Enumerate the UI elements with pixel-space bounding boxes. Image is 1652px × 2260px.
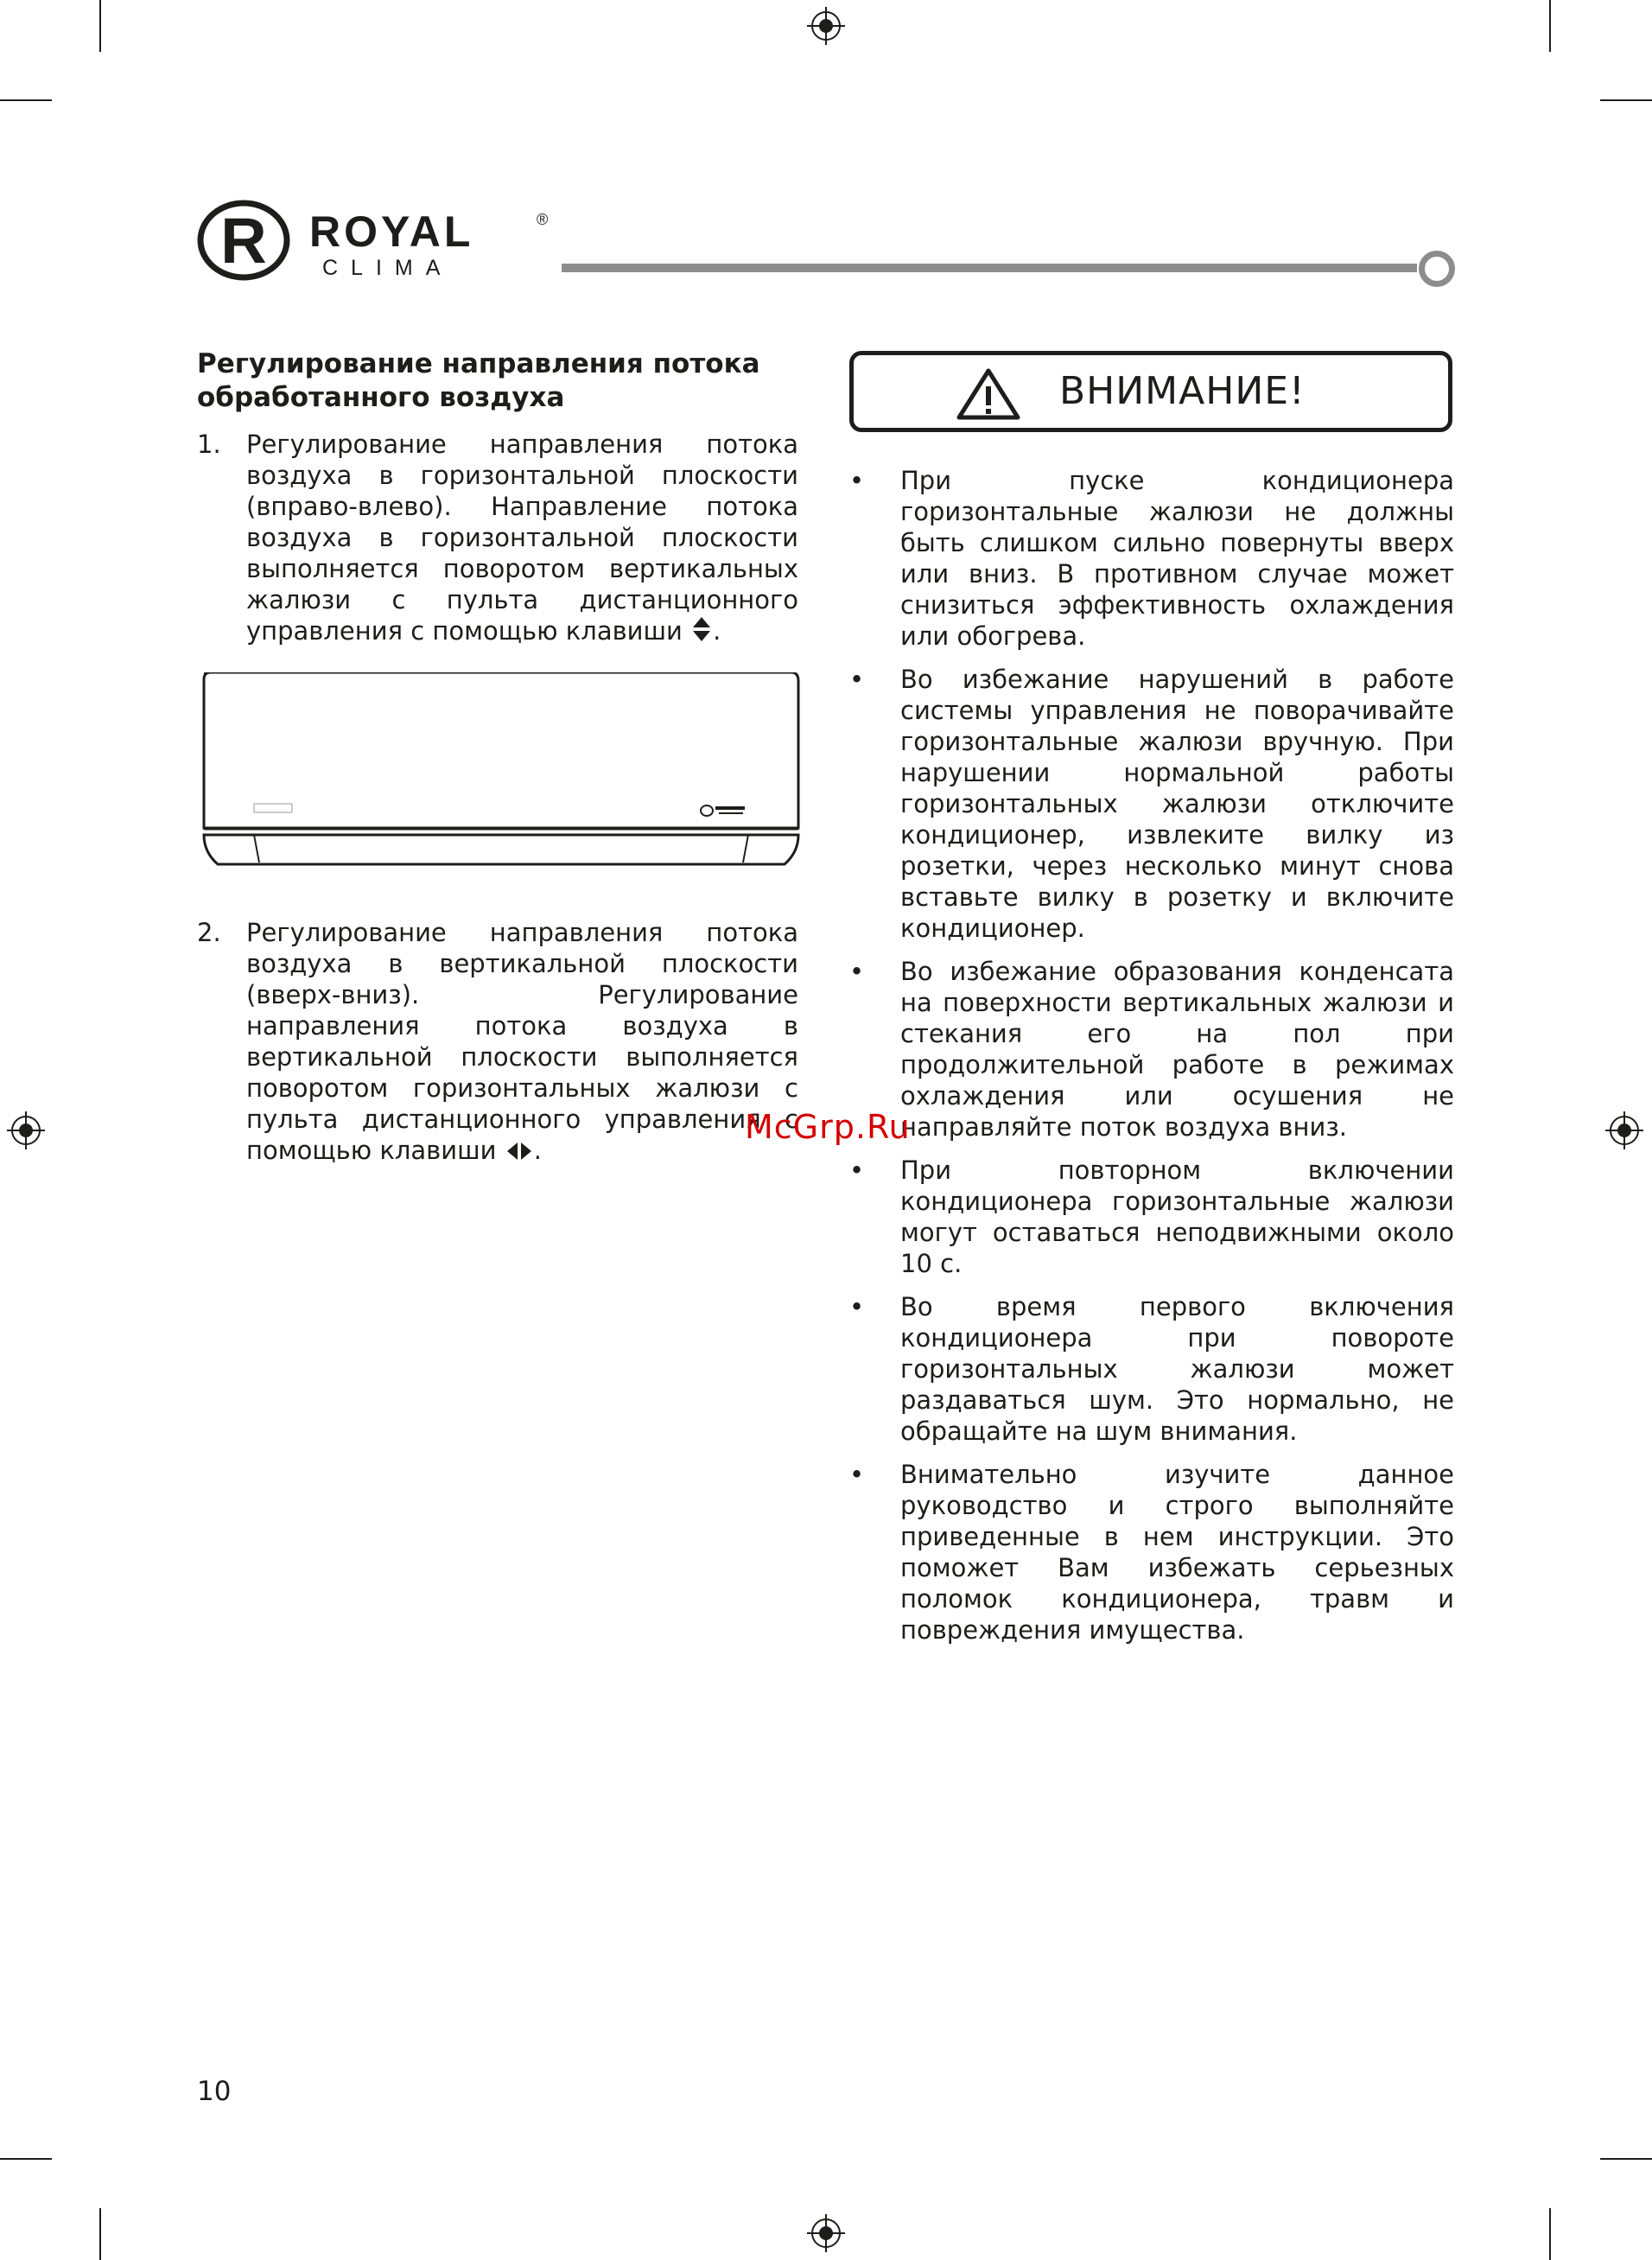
bullet-marker: • [849,1292,865,1321]
brand-sub: CLIMA [322,256,454,280]
registration-mark-icon [807,7,845,45]
list-item [849,956,1454,1143]
registered-mark: ® [537,211,549,228]
list-item-text: Регулирование направления потока воздуха в горизонтальной плоскости (вправо-влево). Направление потока воздуха в горизонтальной плоскости выполняется поворотом вертикальных жалюзи с пульта дистанционного управления с помощью клавиши [246,430,798,646]
section-title-line1: Регулирование направления потока [197,348,760,379]
brand-name: ROYAL [309,207,474,256]
crop-mark [0,99,52,101]
crop-mark [99,2208,101,2260]
header-rule [562,264,1417,272]
list-item-number: 1. [197,430,221,459]
crop-mark [1600,2158,1652,2160]
section-title [197,347,802,415]
list-item [849,1291,1454,1447]
list-item-horizontal [197,429,798,646]
bullet-marker: • [849,1155,865,1185]
bullet-marker: • [849,957,865,986]
section-title-line2: обработанного воздуха [197,382,565,413]
bullet-text: Во избежание образования конденсата на поверхности вертикальных жалюзи и стекания его на пол при продолжительной работе в режимах охлаждения или осушения не направляйте поток воздуха вниз. [900,957,1454,1142]
registration-mark-icon [7,1111,45,1149]
crop-mark [1549,2208,1551,2260]
list-item [849,465,1454,652]
bullet-text: При пуске кондиционера горизонтальные жалюзи не должны быть слишком сильно повернуты вверх или вниз. В противном случае может снизиться эффективность охлаждения или обогрева. [900,466,1454,651]
bullet-marker: • [849,1460,865,1489]
crop-mark [0,2158,52,2160]
crop-mark [1600,99,1652,101]
royal-clima-logo [197,199,560,282]
watermark: McGrp.Ru [745,1108,911,1146]
indoor-unit-illustration [197,672,802,880]
bullet-text: При повторном включении кондиционера горизонтальные жалюзи могут оставаться неподвижными около 10 с. [900,1155,1454,1278]
bullet-marker: • [849,665,865,694]
list-item [849,1155,1454,1279]
crop-mark [99,0,101,52]
warning-title: ВНИМАНИЕ! [1059,369,1306,413]
list-item-text: Регулирование направления потока воздуха в вертикальной плоскости (вверх-вниз). Регулирование направления потока воздуха в вертикальной плоскости выполняется поворотом горизонтальных жалюзи с пульта дистанционного управления с помощью клавиши [246,918,798,1165]
crop-mark [1549,0,1551,52]
warning-bullet-list [849,465,1454,1658]
up-down-arrows-icon [692,616,711,642]
page-number: 10 [197,2076,232,2107]
list-item-tail: . [533,1136,542,1165]
registration-mark-icon [1605,1111,1643,1149]
bullet-marker: • [849,466,865,495]
bullet-text: Внимательно изучите данное руководство и строго выполняйте приведенные в нем инструкции. Это поможет Вам избежать серьезных поломок кондиционера, травм и повреждения имущества. [900,1460,1454,1645]
header-rule-end-ring [1419,251,1455,287]
warning-triangle-icon [956,367,1021,421]
bullet-text: Во избежание нарушений в работе системы управления не поворачивайте горизонтальные жалюзи вручную. При нарушении нормальной работы горизонтальных жалюзи отключите кондиционер, извлеките вилку из розетки, через несколько минут снова вставьте вилку в розетку и включите кондиционер. [900,665,1454,943]
list-item [849,664,1454,944]
left-right-arrows-icon [506,1141,532,1162]
registration-mark-icon [807,2214,845,2252]
logo-letter: R [220,205,267,277]
bullet-text: Во время первого включения кондиционера при повороте горизонтальных жалюзи может раздаваться шум. Это нормально, не обращайте на шум внимания. [900,1292,1454,1446]
list-item [849,1459,1454,1646]
list-item-vertical [197,917,798,1166]
list-item-tail: . [713,616,721,646]
list-item-number: 2. [197,918,221,947]
warning-box [849,351,1452,432]
